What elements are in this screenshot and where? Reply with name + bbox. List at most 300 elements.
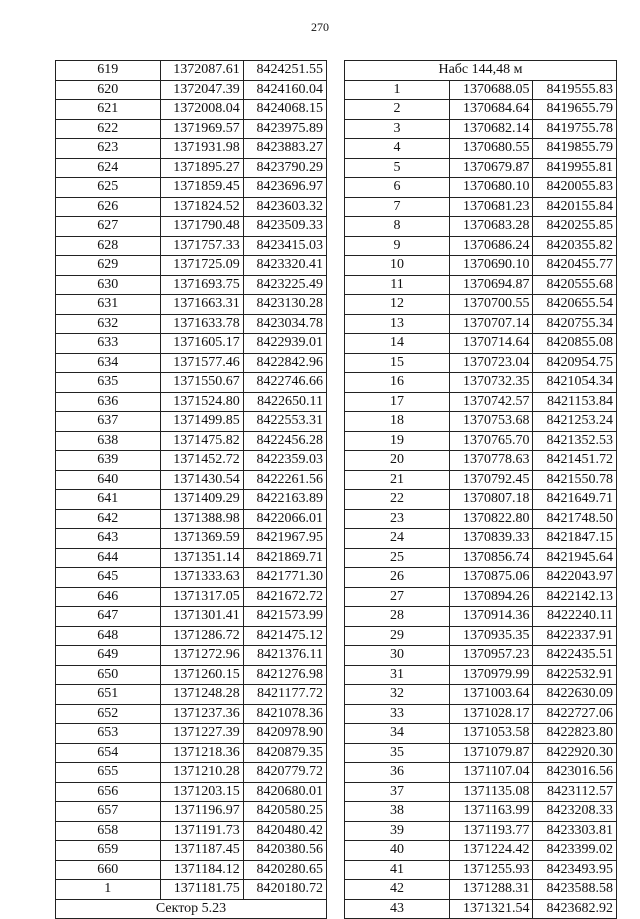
table-row bbox=[345, 763, 617, 783]
table-row bbox=[345, 373, 617, 393]
x-coordinate-cell: 1370778.63 bbox=[449, 451, 533, 471]
table-row bbox=[56, 548, 327, 568]
table-row bbox=[345, 275, 617, 295]
point-number-cell: 39 bbox=[345, 821, 450, 841]
table-row bbox=[56, 353, 327, 373]
x-coordinate-cell: 1371028.17 bbox=[449, 704, 533, 724]
point-number-cell: 626 bbox=[56, 197, 161, 217]
point-number-cell: 22 bbox=[345, 490, 450, 510]
table-row bbox=[345, 236, 617, 256]
y-coordinate-cell: 8422939.01 bbox=[243, 334, 326, 354]
x-coordinate-cell: 1371079.87 bbox=[449, 743, 533, 763]
point-number-cell: 10 bbox=[345, 256, 450, 276]
x-coordinate-cell: 1371452.72 bbox=[160, 451, 243, 471]
y-coordinate-cell: 8421550.78 bbox=[533, 470, 617, 490]
point-number-cell: 40 bbox=[345, 841, 450, 861]
y-coordinate-cell: 8420879.35 bbox=[243, 743, 326, 763]
point-number-cell: 41 bbox=[345, 860, 450, 880]
y-coordinate-cell: 8421967.95 bbox=[243, 529, 326, 549]
table-row bbox=[345, 100, 617, 120]
point-number-cell: 639 bbox=[56, 451, 161, 471]
x-coordinate-cell: 1370765.70 bbox=[449, 431, 533, 451]
y-coordinate-cell: 8422435.51 bbox=[533, 646, 617, 666]
table-row bbox=[345, 412, 617, 432]
x-coordinate-cell: 1371499.85 bbox=[160, 412, 243, 432]
x-coordinate-cell: 1371931.98 bbox=[160, 139, 243, 159]
y-coordinate-cell: 8423399.02 bbox=[533, 841, 617, 861]
table-row bbox=[56, 197, 327, 217]
table-row bbox=[56, 178, 327, 198]
point-number-cell: 18 bbox=[345, 412, 450, 432]
table-row bbox=[56, 392, 327, 412]
x-coordinate-cell: 1371388.98 bbox=[160, 509, 243, 529]
point-number-cell: 5 bbox=[345, 158, 450, 178]
y-coordinate-cell: 8420180.72 bbox=[243, 880, 326, 900]
point-number-cell: 629 bbox=[56, 256, 161, 276]
x-coordinate-cell: 1372008.04 bbox=[160, 100, 243, 120]
y-coordinate-cell: 8420055.83 bbox=[533, 178, 617, 198]
point-number-cell: 1 bbox=[56, 880, 161, 900]
point-number-cell: 648 bbox=[56, 626, 161, 646]
x-coordinate-cell: 1371181.75 bbox=[160, 880, 243, 900]
point-number-cell: 643 bbox=[56, 529, 161, 549]
table-row bbox=[345, 821, 617, 841]
point-number-cell: 656 bbox=[56, 782, 161, 802]
point-number-cell: 651 bbox=[56, 685, 161, 705]
table-row bbox=[345, 178, 617, 198]
x-coordinate-cell: 1370753.68 bbox=[449, 412, 533, 432]
point-number-cell: 630 bbox=[56, 275, 161, 295]
y-coordinate-cell: 8420155.84 bbox=[533, 197, 617, 217]
table-row bbox=[56, 880, 327, 900]
table-row bbox=[56, 821, 327, 841]
table-row bbox=[56, 587, 327, 607]
x-coordinate-cell: 1371550.67 bbox=[160, 373, 243, 393]
table-row bbox=[56, 334, 327, 354]
table-row bbox=[56, 158, 327, 178]
table-row bbox=[345, 392, 617, 412]
y-coordinate-cell: 8421153.84 bbox=[533, 392, 617, 412]
x-coordinate-cell: 1370839.33 bbox=[449, 529, 533, 549]
coordinates-table-left bbox=[55, 60, 327, 919]
table-row bbox=[345, 197, 617, 217]
point-number-cell: 647 bbox=[56, 607, 161, 627]
point-number-cell: 644 bbox=[56, 548, 161, 568]
point-number-cell: 4 bbox=[345, 139, 450, 159]
table-row bbox=[56, 860, 327, 880]
y-coordinate-cell: 8421475.12 bbox=[243, 626, 326, 646]
y-coordinate-cell: 8424160.04 bbox=[243, 80, 326, 100]
y-coordinate-cell: 8423603.32 bbox=[243, 197, 326, 217]
x-coordinate-cell: 1371969.57 bbox=[160, 119, 243, 139]
y-coordinate-cell: 8422746.66 bbox=[243, 373, 326, 393]
point-number-cell: 3 bbox=[345, 119, 450, 139]
point-number-cell: 19 bbox=[345, 431, 450, 451]
x-coordinate-cell: 1370807.18 bbox=[449, 490, 533, 510]
point-number-cell: 642 bbox=[56, 509, 161, 529]
point-number-cell: 659 bbox=[56, 841, 161, 861]
y-coordinate-cell: 8421672.72 bbox=[243, 587, 326, 607]
x-coordinate-cell: 1370894.26 bbox=[449, 587, 533, 607]
y-coordinate-cell: 8422920.30 bbox=[533, 743, 617, 763]
y-coordinate-cell: 8423016.56 bbox=[533, 763, 617, 783]
x-coordinate-cell: 1370792.45 bbox=[449, 470, 533, 490]
point-number-cell: 25 bbox=[345, 548, 450, 568]
table-row bbox=[345, 80, 617, 100]
y-coordinate-cell: 8419555.83 bbox=[533, 80, 617, 100]
table-row bbox=[345, 704, 617, 724]
x-coordinate-cell: 1371184.12 bbox=[160, 860, 243, 880]
table-row bbox=[345, 568, 617, 588]
table-row bbox=[56, 139, 327, 159]
table-row bbox=[56, 451, 327, 471]
point-number-cell: 621 bbox=[56, 100, 161, 120]
table-row bbox=[56, 724, 327, 744]
point-number-cell: 15 bbox=[345, 353, 450, 373]
table-row bbox=[345, 470, 617, 490]
table-row bbox=[56, 646, 327, 666]
table-row bbox=[56, 568, 327, 588]
y-coordinate-cell: 8420655.54 bbox=[533, 295, 617, 315]
y-coordinate-cell: 8419955.81 bbox=[533, 158, 617, 178]
table-row bbox=[56, 119, 327, 139]
point-number-cell: 34 bbox=[345, 724, 450, 744]
table-row bbox=[345, 334, 617, 354]
y-coordinate-cell: 8422456.28 bbox=[243, 431, 326, 451]
x-coordinate-cell: 1371757.33 bbox=[160, 236, 243, 256]
table-row bbox=[56, 626, 327, 646]
x-coordinate-cell: 1370723.04 bbox=[449, 353, 533, 373]
table-row bbox=[345, 353, 617, 373]
table-row bbox=[345, 860, 617, 880]
y-coordinate-cell: 8421352.53 bbox=[533, 431, 617, 451]
x-coordinate-cell: 1370688.05 bbox=[449, 80, 533, 100]
table-row bbox=[345, 548, 617, 568]
y-coordinate-cell: 8422842.96 bbox=[243, 353, 326, 373]
y-coordinate-cell: 8422359.03 bbox=[243, 451, 326, 471]
point-number-cell: 21 bbox=[345, 470, 450, 490]
y-coordinate-cell: 8423415.03 bbox=[243, 236, 326, 256]
point-number-cell: 31 bbox=[345, 665, 450, 685]
point-number-cell: 633 bbox=[56, 334, 161, 354]
point-number-cell: 640 bbox=[56, 470, 161, 490]
table-row bbox=[345, 880, 617, 900]
point-number-cell: 636 bbox=[56, 392, 161, 412]
x-coordinate-cell: 1371286.72 bbox=[160, 626, 243, 646]
y-coordinate-cell: 8423883.27 bbox=[243, 139, 326, 159]
y-coordinate-cell: 8420855.08 bbox=[533, 334, 617, 354]
x-coordinate-cell: 1372047.39 bbox=[160, 80, 243, 100]
y-coordinate-cell: 8422727.06 bbox=[533, 704, 617, 724]
table-row bbox=[56, 80, 327, 100]
table-row bbox=[345, 314, 617, 334]
table-row bbox=[56, 841, 327, 861]
point-number-cell: 8 bbox=[345, 217, 450, 237]
table-row bbox=[56, 61, 327, 81]
y-coordinate-cell: 8422163.89 bbox=[243, 490, 326, 510]
x-coordinate-cell: 1370683.28 bbox=[449, 217, 533, 237]
y-coordinate-cell: 8421649.71 bbox=[533, 490, 617, 510]
x-coordinate-cell: 1371333.63 bbox=[160, 568, 243, 588]
y-coordinate-cell: 8422630.09 bbox=[533, 685, 617, 705]
point-number-cell: 625 bbox=[56, 178, 161, 198]
table-header-row bbox=[345, 61, 617, 81]
x-coordinate-cell: 1371317.05 bbox=[160, 587, 243, 607]
y-coordinate-cell: 8420480.42 bbox=[243, 821, 326, 841]
table-row bbox=[345, 841, 617, 861]
y-coordinate-cell: 8422532.91 bbox=[533, 665, 617, 685]
table-row bbox=[345, 724, 617, 744]
point-number-cell: 43 bbox=[345, 899, 450, 919]
point-number-cell: 619 bbox=[56, 61, 161, 81]
x-coordinate-cell: 1370680.55 bbox=[449, 139, 533, 159]
y-coordinate-cell: 8423225.49 bbox=[243, 275, 326, 295]
point-number-cell: 620 bbox=[56, 80, 161, 100]
y-coordinate-cell: 8421376.11 bbox=[243, 646, 326, 666]
y-coordinate-cell: 8421253.24 bbox=[533, 412, 617, 432]
point-number-cell: 24 bbox=[345, 529, 450, 549]
y-coordinate-cell: 8423509.33 bbox=[243, 217, 326, 237]
x-coordinate-cell: 1371790.48 bbox=[160, 217, 243, 237]
x-coordinate-cell: 1370679.87 bbox=[449, 158, 533, 178]
x-coordinate-cell: 1370681.23 bbox=[449, 197, 533, 217]
x-coordinate-cell: 1371255.93 bbox=[449, 860, 533, 880]
x-coordinate-cell: 1370690.10 bbox=[449, 256, 533, 276]
x-coordinate-cell: 1370684.64 bbox=[449, 100, 533, 120]
table-row bbox=[56, 470, 327, 490]
table-row bbox=[345, 685, 617, 705]
point-number-cell: 652 bbox=[56, 704, 161, 724]
table-row bbox=[345, 665, 617, 685]
y-coordinate-cell: 8421847.15 bbox=[533, 529, 617, 549]
y-coordinate-cell: 8420355.82 bbox=[533, 236, 617, 256]
point-number-cell: 655 bbox=[56, 763, 161, 783]
point-number-cell: 9 bbox=[345, 236, 450, 256]
page-number: 270 bbox=[311, 20, 329, 34]
y-coordinate-cell: 8423034.78 bbox=[243, 314, 326, 334]
table-row bbox=[345, 529, 617, 549]
y-coordinate-cell: 8420680.01 bbox=[243, 782, 326, 802]
x-coordinate-cell: 1371218.36 bbox=[160, 743, 243, 763]
y-coordinate-cell: 8420779.72 bbox=[243, 763, 326, 783]
x-coordinate-cell: 1371430.54 bbox=[160, 470, 243, 490]
x-coordinate-cell: 1371196.97 bbox=[160, 802, 243, 822]
x-coordinate-cell: 1370732.35 bbox=[449, 373, 533, 393]
table-row bbox=[345, 295, 617, 315]
x-coordinate-cell: 1371288.31 bbox=[449, 880, 533, 900]
table-row bbox=[345, 626, 617, 646]
y-coordinate-cell: 8420755.34 bbox=[533, 314, 617, 334]
x-coordinate-cell: 1371224.42 bbox=[449, 841, 533, 861]
y-coordinate-cell: 8420978.90 bbox=[243, 724, 326, 744]
x-coordinate-cell: 1371524.80 bbox=[160, 392, 243, 412]
x-coordinate-cell: 1371725.09 bbox=[160, 256, 243, 276]
point-number-cell: 1 bbox=[345, 80, 450, 100]
table-row bbox=[56, 275, 327, 295]
table-row bbox=[56, 490, 327, 510]
y-coordinate-cell: 8423682.92 bbox=[533, 899, 617, 919]
y-coordinate-cell: 8421451.72 bbox=[533, 451, 617, 471]
table-row bbox=[56, 100, 327, 120]
x-coordinate-cell: 1370742.57 bbox=[449, 392, 533, 412]
table-row bbox=[345, 587, 617, 607]
x-coordinate-cell: 1371605.17 bbox=[160, 334, 243, 354]
x-coordinate-cell: 1371475.82 bbox=[160, 431, 243, 451]
x-coordinate-cell: 1370700.55 bbox=[449, 295, 533, 315]
y-coordinate-cell: 8419855.79 bbox=[533, 139, 617, 159]
point-number-cell: 2 bbox=[345, 100, 450, 120]
x-coordinate-cell: 1370822.80 bbox=[449, 509, 533, 529]
table-row bbox=[56, 607, 327, 627]
y-coordinate-cell: 8422650.11 bbox=[243, 392, 326, 412]
table-row bbox=[345, 646, 617, 666]
y-coordinate-cell: 8423975.89 bbox=[243, 119, 326, 139]
y-coordinate-cell: 8421573.99 bbox=[243, 607, 326, 627]
point-number-cell: 637 bbox=[56, 412, 161, 432]
y-coordinate-cell: 8421177.72 bbox=[243, 685, 326, 705]
x-coordinate-cell: 1371260.15 bbox=[160, 665, 243, 685]
y-coordinate-cell: 8422043.97 bbox=[533, 568, 617, 588]
table-row bbox=[345, 158, 617, 178]
x-coordinate-cell: 1371003.64 bbox=[449, 685, 533, 705]
table-row bbox=[56, 295, 327, 315]
table-row bbox=[56, 431, 327, 451]
table-row bbox=[345, 451, 617, 471]
table-row bbox=[345, 490, 617, 510]
y-coordinate-cell: 8424068.15 bbox=[243, 100, 326, 120]
point-number-cell: 654 bbox=[56, 743, 161, 763]
table-row bbox=[56, 217, 327, 237]
table-row bbox=[56, 743, 327, 763]
x-coordinate-cell: 1371210.28 bbox=[160, 763, 243, 783]
x-coordinate-cell: 1371824.52 bbox=[160, 197, 243, 217]
y-coordinate-cell: 8421869.71 bbox=[243, 548, 326, 568]
x-coordinate-cell: 1371301.41 bbox=[160, 607, 243, 627]
y-coordinate-cell: 8424251.55 bbox=[243, 61, 326, 81]
point-number-cell: 16 bbox=[345, 373, 450, 393]
section-header: Набс 144,48 м bbox=[345, 61, 617, 81]
x-coordinate-cell: 1372087.61 bbox=[160, 61, 243, 81]
point-number-cell: 32 bbox=[345, 685, 450, 705]
point-number-cell: 635 bbox=[56, 373, 161, 393]
point-number-cell: 12 bbox=[345, 295, 450, 315]
x-coordinate-cell: 1370875.06 bbox=[449, 568, 533, 588]
x-coordinate-cell: 1371693.75 bbox=[160, 275, 243, 295]
x-coordinate-cell: 1371895.27 bbox=[160, 158, 243, 178]
point-number-cell: 624 bbox=[56, 158, 161, 178]
y-coordinate-cell: 8420954.75 bbox=[533, 353, 617, 373]
y-coordinate-cell: 8423696.97 bbox=[243, 178, 326, 198]
table-row bbox=[56, 412, 327, 432]
x-coordinate-cell: 1370914.36 bbox=[449, 607, 533, 627]
table-row bbox=[56, 529, 327, 549]
point-number-cell: 632 bbox=[56, 314, 161, 334]
point-number-cell: 29 bbox=[345, 626, 450, 646]
table-row bbox=[345, 802, 617, 822]
table-row bbox=[345, 782, 617, 802]
x-coordinate-cell: 1370694.87 bbox=[449, 275, 533, 295]
coordinates-table-left-body bbox=[56, 61, 327, 900]
point-number-cell: 33 bbox=[345, 704, 450, 724]
x-coordinate-cell: 1371272.96 bbox=[160, 646, 243, 666]
x-coordinate-cell: 1370686.24 bbox=[449, 236, 533, 256]
x-coordinate-cell: 1371248.28 bbox=[160, 685, 243, 705]
table-row bbox=[56, 802, 327, 822]
x-coordinate-cell: 1370680.10 bbox=[449, 178, 533, 198]
x-coordinate-cell: 1371227.39 bbox=[160, 724, 243, 744]
y-coordinate-cell: 8423208.33 bbox=[533, 802, 617, 822]
point-number-cell: 649 bbox=[56, 646, 161, 666]
y-coordinate-cell: 8423790.29 bbox=[243, 158, 326, 178]
point-number-cell: 627 bbox=[56, 217, 161, 237]
point-number-cell: 6 bbox=[345, 178, 450, 198]
table-row bbox=[345, 607, 617, 627]
x-coordinate-cell: 1371187.45 bbox=[160, 841, 243, 861]
point-number-cell: 11 bbox=[345, 275, 450, 295]
y-coordinate-cell: 8423130.28 bbox=[243, 295, 326, 315]
point-number-cell: 38 bbox=[345, 802, 450, 822]
point-number-cell: 631 bbox=[56, 295, 161, 315]
y-coordinate-cell: 8420455.77 bbox=[533, 256, 617, 276]
point-number-cell: 36 bbox=[345, 763, 450, 783]
x-coordinate-cell: 1370957.23 bbox=[449, 646, 533, 666]
y-coordinate-cell: 8421748.50 bbox=[533, 509, 617, 529]
x-coordinate-cell: 1370935.35 bbox=[449, 626, 533, 646]
table-row bbox=[345, 256, 617, 276]
point-number-cell: 27 bbox=[345, 587, 450, 607]
point-number-cell: 622 bbox=[56, 119, 161, 139]
x-coordinate-cell: 1371577.46 bbox=[160, 353, 243, 373]
point-number-cell: 646 bbox=[56, 587, 161, 607]
point-number-cell: 26 bbox=[345, 568, 450, 588]
y-coordinate-cell: 8422337.91 bbox=[533, 626, 617, 646]
y-coordinate-cell: 8422261.56 bbox=[243, 470, 326, 490]
x-coordinate-cell: 1370682.14 bbox=[449, 119, 533, 139]
y-coordinate-cell: 8423320.41 bbox=[243, 256, 326, 276]
y-coordinate-cell: 8421054.34 bbox=[533, 373, 617, 393]
table-row bbox=[56, 782, 327, 802]
table-row bbox=[56, 373, 327, 393]
point-number-cell: 13 bbox=[345, 314, 450, 334]
y-coordinate-cell: 8422142.13 bbox=[533, 587, 617, 607]
point-number-cell: 658 bbox=[56, 821, 161, 841]
point-number-cell: 641 bbox=[56, 490, 161, 510]
point-number-cell: 650 bbox=[56, 665, 161, 685]
point-number-cell: 17 bbox=[345, 392, 450, 412]
x-coordinate-cell: 1370714.64 bbox=[449, 334, 533, 354]
point-number-cell: 7 bbox=[345, 197, 450, 217]
table-row bbox=[56, 665, 327, 685]
x-coordinate-cell: 1371321.54 bbox=[449, 899, 533, 919]
x-coordinate-cell: 1371409.29 bbox=[160, 490, 243, 510]
point-number-cell: 37 bbox=[345, 782, 450, 802]
table-row bbox=[56, 685, 327, 705]
x-coordinate-cell: 1370856.74 bbox=[449, 548, 533, 568]
point-number-cell: 660 bbox=[56, 860, 161, 880]
y-coordinate-cell: 8423303.81 bbox=[533, 821, 617, 841]
table-row bbox=[345, 899, 617, 919]
table-row bbox=[345, 431, 617, 451]
x-coordinate-cell: 1371191.73 bbox=[160, 821, 243, 841]
point-number-cell: 623 bbox=[56, 139, 161, 159]
point-number-cell: 638 bbox=[56, 431, 161, 451]
x-coordinate-cell: 1371053.58 bbox=[449, 724, 533, 744]
coordinates-table-right-body bbox=[345, 80, 617, 919]
x-coordinate-cell: 1370979.99 bbox=[449, 665, 533, 685]
y-coordinate-cell: 8423588.58 bbox=[533, 880, 617, 900]
y-coordinate-cell: 8419655.79 bbox=[533, 100, 617, 120]
y-coordinate-cell: 8422066.01 bbox=[243, 509, 326, 529]
